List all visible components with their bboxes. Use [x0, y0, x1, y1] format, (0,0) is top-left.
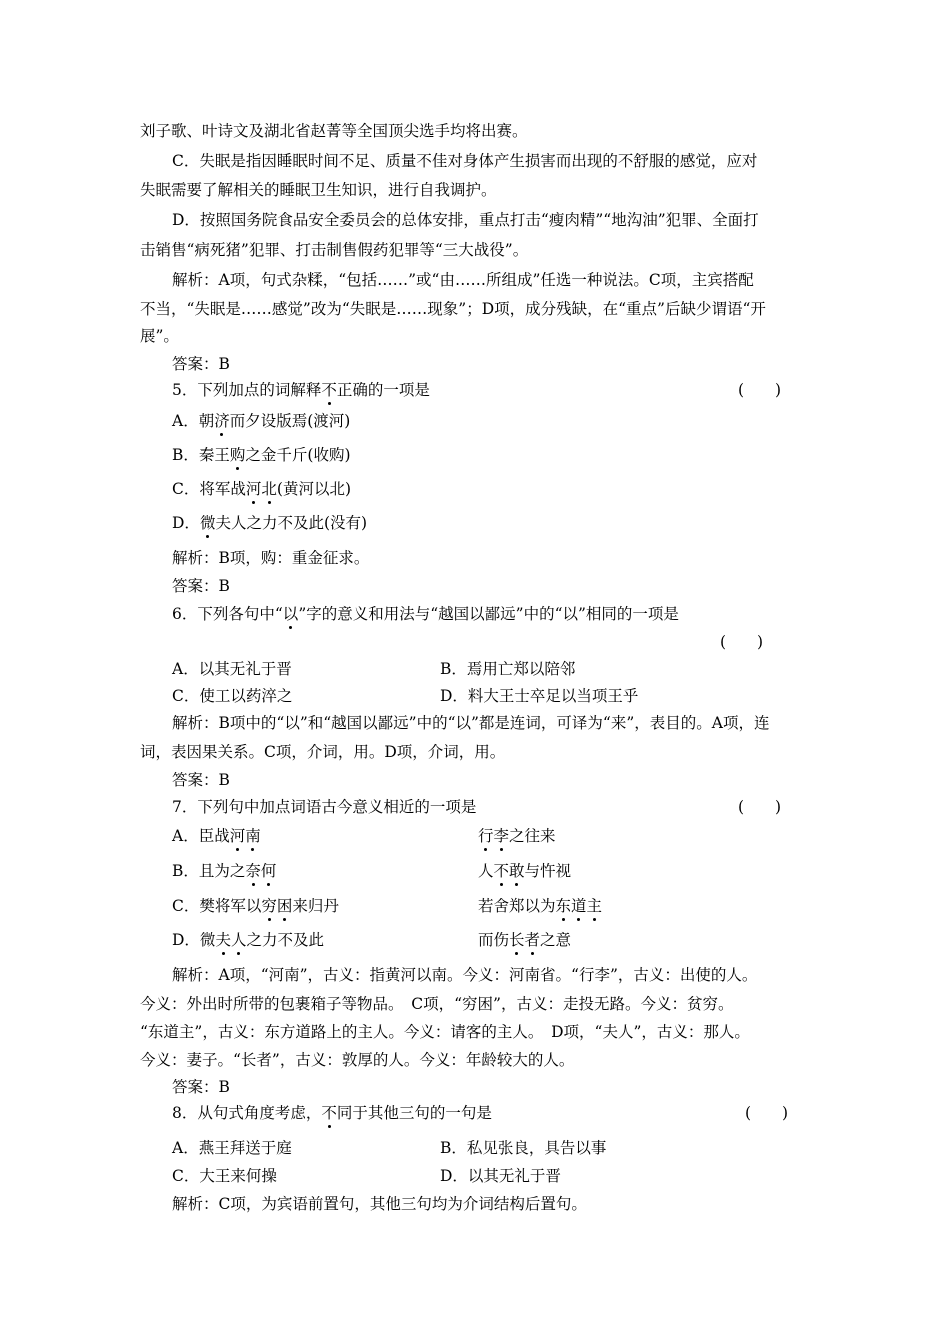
- question-6-option-d: D．料大王士卒足以当项王乎: [440, 687, 639, 705]
- question-7-option-left: [172, 826, 261, 846]
- option-d-line-1: D．按照国务院食品安全委员会的总体安排，重点打击“瘦肉精”“地沟油”犯罪、全面打: [172, 211, 759, 229]
- question-6-option-b: B．焉用亡郑以陪邻: [440, 660, 576, 678]
- answer-line: 答案：B: [172, 771, 230, 789]
- emphasis-dot-char: 人: [230, 931, 247, 949]
- emphasis-dot-char: 不: [321, 1104, 337, 1122]
- emphasis-dot-char: 李: [493, 827, 510, 845]
- question-5-option-b: B．秦王购之金千斤(收购): [172, 446, 351, 464]
- option-text: D．微: [172, 931, 216, 949]
- answer-paren: ( ): [738, 798, 782, 816]
- option-text: 之力不及此: [246, 931, 324, 949]
- analysis-line: 不当，“失眠是……感觉”改为“失眠是……现象”；D项，成分残缺，在“重点”后缺少谓语“开: [140, 300, 766, 318]
- emphasis-dot-char: 不: [493, 862, 510, 880]
- option-text: 而伤: [478, 931, 510, 949]
- emphasis-dot-char: 南: [245, 827, 261, 845]
- emphasis-dot-char: 奈: [245, 862, 261, 880]
- emphasis-dot-char: 东: [555, 897, 572, 915]
- question-5-stem: 5．下列加点的词解释不正确的一项是: [172, 381, 430, 399]
- emphasis-dot-char: 者: [524, 931, 541, 949]
- analysis-line: 解析：A项，句式杂糅，“包括……”或“由……所组成”任选一种说法。C项，主宾搭配: [172, 271, 754, 289]
- question-7-stem: 7．下列句中加点词语古今意义相近的一项是: [172, 798, 477, 816]
- option-d-line-2: 击销售“病死猪”犯罪、打击制售假药犯罪等“三大战役”。: [140, 241, 529, 259]
- option-text: C．樊将军以: [172, 897, 262, 915]
- analysis-line: “东道主”，古义：东方道路上的主人。今义：请客的主人。 D项，“夫人”，古义：那人。: [140, 1023, 750, 1041]
- text-line: 刘子歌、叶诗文及湖北省赵菁等全国顶尖选手均将出赛。: [140, 122, 528, 140]
- option-text: 人: [478, 862, 494, 880]
- question-7-option-left: [172, 930, 324, 950]
- answer-paren: ( ): [738, 381, 782, 399]
- answer-paren: ( ): [720, 633, 764, 651]
- option-text: 与忤视: [524, 862, 572, 880]
- emphasis-dot-char: 何: [260, 862, 277, 880]
- emphasis-dot-char: 河: [229, 827, 246, 845]
- emphasis-dot-char: 敢: [509, 862, 525, 880]
- question-8-stem: 8．从句式角度考虑，不同于其他三句的一句是: [172, 1104, 492, 1122]
- question-5-option-d: D．微夫人之力不及此(没有): [172, 514, 368, 532]
- analysis-line: 解析：C项，为宾语前置句，其他三句均为介词结构后置句。: [172, 1195, 587, 1213]
- emphasis-dot-char: 微: [199, 514, 216, 532]
- emphasis-dot-char: 河: [245, 480, 262, 498]
- question-7-option-right: [478, 826, 556, 846]
- option-text: 来归丹: [292, 897, 339, 915]
- question-6-stem: 6．下列各句中“以”字的意义和用法与“越国以鄙远”中的“以”相同的一项是: [172, 605, 679, 623]
- analysis-line: 展”。: [140, 327, 179, 345]
- analysis-line: 解析：B项，购：重金征求。: [172, 549, 370, 567]
- analysis-line: 今义：妻子。“长者”，古义：敦厚的人。今义：年龄较大的人。: [140, 1051, 575, 1069]
- emphasis-dot-char: 道: [571, 897, 587, 915]
- answer-paren: ( ): [745, 1104, 789, 1122]
- emphasis-dot-char: 以: [282, 605, 299, 623]
- option-c-line-1: C．失眠是指因睡眠时间不足、质量不佳对身体产生损害而出现的不舒服的感觉，应对: [172, 152, 758, 170]
- option-text: 若舍郑以为: [478, 897, 556, 915]
- option-c-line-2: 失眠需要了解相关的睡眠卫生知识，进行自我调护。: [140, 181, 497, 199]
- question-7-option-right: [478, 861, 571, 881]
- option-text: 之往来: [509, 827, 556, 845]
- question-6-option-c: C．使工以药淬之: [172, 687, 293, 705]
- question-7-option-left: [172, 896, 339, 916]
- analysis-line: 解析：A项，“河南”，古义：指黄河以南。今义：河南省。“行李”，古义：出使的人。: [172, 966, 758, 984]
- question-5-option-c: C．将军战河北(黄河以北): [172, 480, 352, 498]
- emphasis-dot-char: 济: [214, 412, 230, 430]
- emphasis-dot-char: 主: [586, 897, 603, 915]
- answer-line: 答案：B: [172, 355, 230, 373]
- answer-line: 答案：B: [172, 1078, 230, 1096]
- emphasis-dot-char: 不: [321, 381, 337, 399]
- question-8-option-b: B．私见张良，具告以事: [440, 1139, 607, 1157]
- emphasis-dot-char: 购: [229, 446, 246, 464]
- question-8-option-d: D．以其无礼于晋: [440, 1167, 561, 1185]
- analysis-line: 今义：外出时所带的包裹箱子等物品。 C项，“穷困”，古义：走投无路。今义：贫穷。: [140, 995, 734, 1013]
- analysis-line: 解析：B项中的“以”和“越国以鄙远”中的“以”都是连词，可译为“来”，表目的。A项，连: [172, 714, 770, 732]
- analysis-line: 词，表因果关系。C项，介词，用。D项，介词，用。: [140, 743, 506, 761]
- question-8-option-a: A．燕王拜送于庭: [172, 1139, 292, 1157]
- emphasis-dot-char: 困: [276, 897, 293, 915]
- option-text: B．且为之: [172, 862, 246, 880]
- question-8-option-c: C．大王来何操: [172, 1167, 277, 1185]
- question-6-option-a: A．以其无礼于晋: [172, 660, 292, 678]
- question-5-option-a: A．朝济而夕设版焉(渡河): [172, 412, 351, 430]
- emphasis-dot-char: 行: [478, 827, 494, 845]
- option-text: 之意: [540, 931, 572, 949]
- question-7-option-right: [478, 896, 602, 916]
- question-7-option-left: [172, 861, 276, 881]
- emphasis-dot-char: 夫: [215, 931, 231, 949]
- emphasis-dot-char: 长: [509, 931, 525, 949]
- emphasis-dot-char: 穷: [261, 897, 277, 915]
- question-7-option-right: [478, 930, 571, 950]
- option-text: A．臣战: [172, 827, 230, 845]
- emphasis-dot-char: 北: [261, 480, 277, 498]
- answer-line: 答案：B: [172, 577, 230, 595]
